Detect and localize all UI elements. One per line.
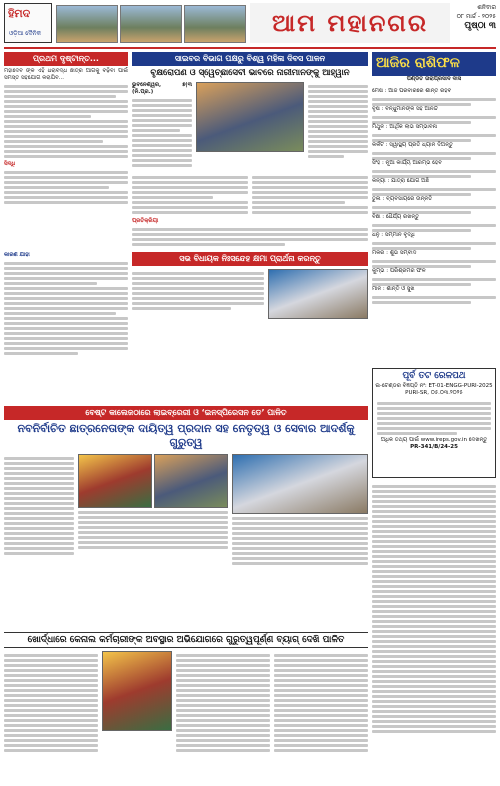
left-article-2 [4,252,128,400]
zodiac-item: ମକର : ଶୁଭ ସମ୍ବାଦ [372,250,417,256]
zodiac-item: ମିଥୁନ : ଆର୍ଥିକ ଲାଭ ସମ୍ଭାବନା [372,124,438,130]
lead-headline: ସାଇବର ବିଭାଗ ପକ୍ଷରୁ ବିଶ୍ୱ ମହିଳା ଦିବସ ପାଳନ [132,52,368,66]
zodiac-item-detail [372,260,496,268]
zodiac-item: ମୀନ : ଶାନ୍ତି ଓ ସୁଖ [372,286,415,292]
zodiac-item: କୁମ୍ଭ : ପରିଶ୍ରମର ଫଳ [372,268,426,274]
left-article [4,52,128,250]
mid-photo [268,269,368,319]
bottom-body-text-2 [176,654,270,752]
rashifal-banner [372,52,496,76]
zodiac-item: ତୁଳା : ବ୍ୟବସାୟରେ ଉନ୍ନତି [372,196,433,202]
zodiac-item-detail [372,188,496,196]
rashifal-author-name: ପଣ୍ଡିତ ତାରାପ୍ରସାଦ ଦାସ [406,76,462,82]
header-photo-strip [56,5,246,43]
zodiac-item: ବିଛା : ଧୈର୍ଯ୍ୟ ରଖନ୍ତୁ [372,214,420,220]
center-lead-story [132,52,368,352]
zodiac-item: କର୍କଟ : ସ୍ୱାସ୍ଥ୍ୟ ପ୍ରତି ଧ୍ୟାନ ଦିଅନ୍ତୁ [372,142,453,148]
bottom-photo [102,651,172,731]
bottom-body-text-3 [274,654,368,752]
mid-headline: ସଭ ବିଧାୟକ ନିଃସନ୍ଦେହ କ୍ଷମା ପ୍ରାର୍ଥନା କରନ୍ତୁ [132,252,368,266]
masthead [4,3,496,47]
bottom-story [4,632,368,782]
zodiac-item-detail [372,278,496,286]
notice-title: ପୂର୍ବ ତଟ ରେଳପଥ [402,371,466,381]
right-column-text [372,482,496,782]
issue-date: ୦୮ ମାର୍ଚ୍ଚ - ୨୦୨୫ [456,13,496,20]
left-heading: ପ୍ରଥମ ଦୃଷ୍ଟାନ୍ତ... [4,52,128,66]
notice-body [373,400,495,437]
left-intro: ମହାଦେବ ଙ୍କ ଏହି ଧରାବଦ୍ଧ ଛାତ୍ର ଆଗକୁ ବଢ଼ିବା ପାଇଁ ସମସ୍ତ ସହଯୋଗ କରାଯିବ... [4,68,128,81]
college-body-text-2 [78,511,228,549]
page-label: ପୃଷ୍ଠା [464,21,486,31]
lead-dateline: ଭୁବନେଶ୍ୱର, ୭|୩ (ନି.ପ୍ର.) [132,82,192,95]
lead-subhead: ବୃକ୍ଷରୋପଣ ଓ ସ୍ୱେଚ୍ଛାସେବୀ ଭାବରେ ନାରୀମାନଙ୍କୁ ଆହ୍ୱାନ [150,68,350,78]
notice-line: ଇ-ଟେଣ୍ଡର ବିଜ୍ଞପ୍ତି ନଂ: ET-01-ENGG-PURI-2025 [375,383,493,389]
logo-text: ହିମଦ [8,7,31,20]
zodiac-list [372,88,496,364]
header-photo [56,5,118,43]
bottom-body-text [4,654,98,752]
rashifal-author [372,76,496,86]
zodiac-item-detail [372,152,496,160]
notice-line: PURI-SR, ୦୫.୦୩.୨୦୨୫ [405,390,463,396]
left-body-text-3 [4,262,128,355]
college-photo [78,454,152,508]
rashifal-title: ଆଜିର ରାଶିଫଳ [376,55,460,71]
page-number: ୩ [488,21,496,31]
left-body-text [4,85,128,158]
right-body-text [372,485,496,733]
zodiac-item-detail [372,98,496,106]
header-photo [120,5,182,43]
zodiac-item: ମେଷ : ଆଜି ପରିବାରରେ ଶାନ୍ତି ରହିବ [372,88,452,94]
header-photo [184,5,246,43]
newspaper-title: ଆମ ମହାନଗର [271,9,429,37]
zodiac-item-detail [372,206,496,214]
lead-body-text-2 [308,85,368,158]
zodiac-item: ଧନୁ : ସମ୍ମାନ ବୃଦ୍ଧି [372,232,415,238]
lead-body-text-4 [252,176,368,214]
left-body-text-2 [4,171,128,204]
railway-notice [372,368,496,478]
lead-body-text-3 [132,176,248,214]
zodiac-item: କନ୍ୟା : ଯାତ୍ରା ଯୋଗ ଅଛି [372,178,429,184]
bottom-headline: ଖୋର୍ଦ୍ଧାରେ କେନାଲ କର୍ମଚାରୀଙ୍କ ଅବସ୍ଥାର ଅଭିଯୋଗରେ ଗୁରୁତ୍ୱପୂର୍ଣ୍ଣ ବ୍ୟାଗ୍ ଦେଖି ପାଳିତ [4,632,368,648]
issue-day: ଶନିବାର [477,4,496,11]
mid-body-text [132,272,264,319]
masthead-title-box [250,3,450,43]
college-photo-group [232,454,368,514]
zodiac-item-detail [372,170,496,178]
notice-code: PR-341/B/24-25 [410,444,458,450]
zodiac-item: ସିଂହ : ନୂଆ କାର୍ଯ୍ୟ ଆରମ୍ଭ ହେବ [372,160,442,166]
zodiac-item-detail [372,296,496,304]
lead-body-text [132,99,192,167]
left-kicker: ସିଦ୍ଧି [4,161,16,167]
notice-line: ଅଧିକ ତଥ୍ୟ ପାଇଁ www.ireps.gov.in ଦେଖନ୍ତୁ [380,437,488,443]
issue-info [450,3,496,43]
zodiac-item-detail [372,116,496,124]
college-headline: ନବନିର୍ବାଚିତ ଛାତ୍ରନେତାଙ୍କ ଦାୟିତ୍ୱ ପ୍ରଦାନ ସହ ନେତୃତ୍ୱ ଓ ସେବାର ଆଦର୍ଶକୁ ଗୁରୁତ୍ୱ [17,422,355,449]
college-band: ବେଷ୍ଟ କାଲେଜଠାରେ ଲାଇବ୍ରେରୀ ଓ ‘ଇନସ୍ପିରେସନ ଡେ’ ପାଳିତ [4,406,368,420]
logo-subtitle: ଓଡ଼ିଆ ଦୈନିକ [9,30,41,37]
zodiac-item: ବୃଷ : ବନ୍ଧୁମାନଙ୍କ ସହ ଆନନ୍ଦ [372,106,438,112]
newspaper-logo [4,3,52,43]
reaction-label: ପ୍ରତିକ୍ରିୟା [132,218,159,224]
left-kicker-2: କାରଣ ଯାହା [4,252,30,258]
reaction-body [132,228,368,246]
zodiac-item-detail [372,242,496,250]
college-body-text-3 [232,517,368,565]
zodiac-item-detail [372,134,496,142]
lead-photo [196,82,304,152]
masthead-rule [4,47,496,49]
college-story [4,406,368,626]
college-photo [154,454,228,508]
zodiac-item-detail [372,224,496,232]
college-body-text [4,457,74,565]
